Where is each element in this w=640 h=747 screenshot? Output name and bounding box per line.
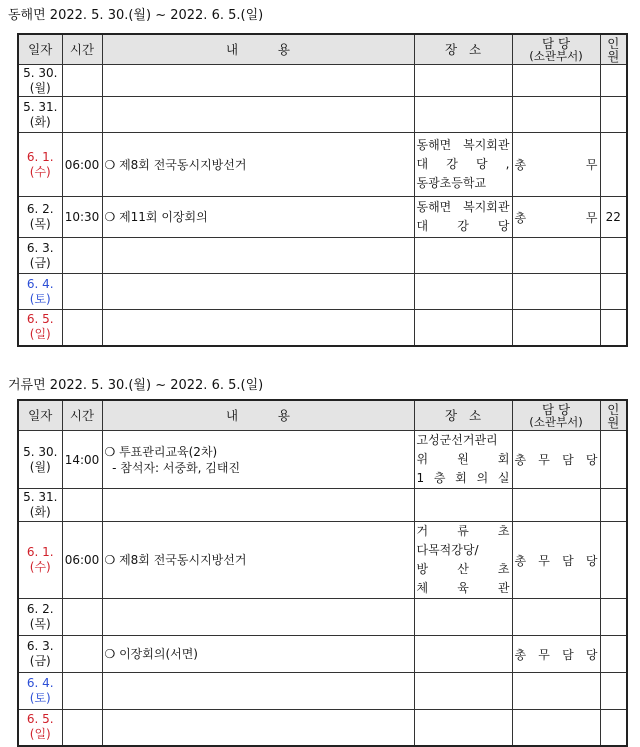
date-line: (수) [29, 560, 51, 574]
manager-cell: 총 무 [512, 133, 600, 197]
place-line: 다목적강당/ [416, 543, 479, 557]
place-cell [414, 133, 512, 197]
content-cell [102, 310, 414, 346]
manager-cell [512, 710, 600, 746]
col-header-time: 시간 [62, 400, 102, 431]
count-cell [600, 65, 627, 97]
manager-cell [512, 97, 600, 133]
table-row [18, 238, 627, 274]
place-cell [414, 238, 512, 274]
date-cell [18, 522, 62, 599]
date-line: 6. 1. [26, 545, 54, 559]
date-line: (화) [29, 505, 51, 519]
table-row [18, 489, 627, 522]
content-cell [102, 636, 414, 673]
time-cell [62, 599, 102, 636]
count-cell [600, 599, 627, 636]
place-line: 방 산 초 [416, 562, 510, 576]
place-cell [414, 197, 512, 238]
content-cell [102, 274, 414, 310]
table-row [18, 710, 627, 746]
content-line: ❍ 투표관리교육(2차) [104, 444, 218, 459]
time-cell: 06:00 [62, 522, 102, 599]
manager-header-top: 담 당 [541, 35, 571, 51]
place-cell [414, 522, 512, 599]
content-cell [102, 197, 414, 238]
col-header-count: 인원 [600, 34, 627, 65]
manager-cell: 총 무 담 당 [512, 431, 600, 489]
date-line: (목) [29, 617, 51, 631]
date-line: 6. 3. [26, 240, 54, 255]
date-line: (화) [29, 114, 51, 129]
place-cell [414, 65, 512, 97]
manager-cell [512, 238, 600, 274]
col-header-time: 시간 [62, 34, 102, 65]
date-line: 6. 5. [26, 312, 54, 327]
date-line: 6. 3. [26, 639, 54, 653]
date-line: (토) [29, 691, 51, 705]
date-cell [18, 599, 62, 636]
date-cell [18, 673, 62, 710]
place-line: 대 강 당 , [416, 157, 510, 171]
table-row [18, 133, 627, 197]
col-header-date: 일자 [18, 400, 62, 431]
time-cell [62, 274, 102, 310]
table-row [18, 636, 627, 673]
manager-cell [512, 599, 600, 636]
table-row [18, 65, 627, 97]
manager-cell: 총 무 담 당 [512, 636, 600, 673]
date-line: 6. 1. [26, 149, 54, 164]
manager-cell: 총 무 [512, 197, 600, 238]
date-line: 6. 2. [26, 602, 54, 616]
date-line: 5. 30. [23, 65, 58, 80]
date-line: (일) [29, 727, 51, 742]
date-line: (토) [29, 291, 51, 306]
date-cell [18, 97, 62, 133]
content-cell [102, 710, 414, 746]
time-cell: 14:00 [62, 431, 102, 489]
content-line: ❍ 이장회의(서면) [104, 647, 198, 661]
date-line: (금) [29, 255, 51, 270]
col-header-content: 내 용 [102, 400, 414, 431]
date-line: 6. 2. [26, 202, 54, 216]
date-line: (수) [29, 164, 51, 179]
place-cell [414, 310, 512, 346]
schedule-table-1 [17, 33, 628, 347]
time-cell [62, 710, 102, 746]
header-row [18, 400, 627, 431]
count-cell [600, 710, 627, 746]
content-cell [102, 133, 414, 197]
date-cell [18, 274, 62, 310]
date-line: 5. 31. [23, 490, 58, 504]
count-cell [600, 489, 627, 522]
time-cell [62, 65, 102, 97]
manager-cell [512, 489, 600, 522]
content-line: - 참석자: 서중화, 김태진 [104, 460, 241, 475]
date-line: (일) [29, 327, 51, 342]
place-line: 동해면 복지회관 [416, 200, 510, 214]
col-header-place: 장 소 [414, 34, 512, 65]
manager-cell: 총 무 담 당 [512, 522, 600, 599]
content-line: ❍ 제8회 전국동시지방선거 [104, 157, 247, 172]
place-line: 대 강 당 [416, 219, 510, 233]
date-cell [18, 636, 62, 673]
place-line: 고성군선거관리 [416, 433, 498, 447]
table-row [18, 673, 627, 710]
count-cell [600, 673, 627, 710]
manager-cell [512, 65, 600, 97]
content-line: ❍ 제8회 전국동시지방선거 [104, 553, 247, 567]
col-header-manager [512, 34, 600, 65]
place-cell [414, 673, 512, 710]
schedule-table-2 [17, 399, 628, 747]
manager-cell [512, 673, 600, 710]
place-cell [414, 599, 512, 636]
date-line: (목) [29, 217, 51, 231]
content-cell [102, 522, 414, 599]
date-line: (월) [29, 80, 51, 95]
content-cell [102, 489, 414, 522]
place-line: 1 층 회 의 실 [416, 471, 510, 485]
date-cell [18, 489, 62, 522]
content-cell [102, 673, 414, 710]
place-line: 체 육 관 [416, 581, 510, 595]
place-line: 거 류 초 [416, 524, 510, 538]
col-header-count: 인원 [600, 400, 627, 431]
count-cell [600, 97, 627, 133]
count-cell: 22 [600, 197, 627, 238]
table-row [18, 310, 627, 346]
date-line: 5. 31. [23, 99, 58, 114]
place-cell [414, 274, 512, 310]
table-row [18, 431, 627, 489]
col-header-manager [512, 400, 600, 431]
content-line: ❍ 제11회 이장회의 [104, 210, 208, 224]
date-cell [18, 133, 62, 197]
date-cell [18, 197, 62, 238]
place-line: 동광초등학교 [416, 176, 487, 190]
date-line: (월) [29, 459, 51, 474]
place-line: 위 원 회 [416, 452, 510, 466]
manager-header-top: 담 당 [541, 401, 571, 417]
count-cell [600, 238, 627, 274]
date-cell [18, 238, 62, 274]
table-row [18, 274, 627, 310]
manager-cell [512, 274, 600, 310]
content-cell [102, 238, 414, 274]
count-cell [600, 133, 627, 197]
count-cell [600, 522, 627, 599]
date-line: 6. 4. [26, 676, 54, 690]
col-header-date: 일자 [18, 34, 62, 65]
count-cell [600, 636, 627, 673]
place-cell [414, 636, 512, 673]
manager-cell [512, 310, 600, 346]
time-cell: 10:30 [62, 197, 102, 238]
time-cell [62, 636, 102, 673]
time-cell: 06:00 [62, 133, 102, 197]
table-row [18, 599, 627, 636]
count-cell [600, 274, 627, 310]
date-line: 6. 4. [26, 276, 54, 291]
time-cell [62, 97, 102, 133]
date-cell [18, 310, 62, 346]
time-cell [62, 238, 102, 274]
date-cell [18, 710, 62, 746]
section-1-title: 동해면 2022. 5. 30.(월) ~ 2022. 6. 5.(일) [8, 8, 264, 23]
place-cell [414, 489, 512, 522]
content-cell [102, 65, 414, 97]
content-cell [102, 97, 414, 133]
content-cell [102, 431, 414, 489]
time-cell [62, 310, 102, 346]
section-2-title: 거류면 2022. 5. 30.(월) ~ 2022. 6. 5.(일) [8, 378, 264, 393]
date-line: 6. 5. [26, 712, 54, 727]
manager-header-bottom: (소관부서) [529, 48, 583, 63]
date-cell [18, 65, 62, 97]
date-cell [18, 431, 62, 489]
place-cell [414, 97, 512, 133]
place-line: 동해면 복지회관 [416, 138, 510, 152]
table-row [18, 522, 627, 599]
header-row [18, 34, 627, 65]
count-cell [600, 310, 627, 346]
table-row [18, 97, 627, 133]
count-cell [600, 431, 627, 489]
col-header-content: 내 용 [102, 34, 414, 65]
time-cell [62, 489, 102, 522]
date-line: 5. 30. [23, 444, 58, 459]
col-header-place: 장 소 [414, 400, 512, 431]
time-cell [62, 673, 102, 710]
date-line: (금) [29, 654, 51, 668]
place-cell [414, 431, 512, 489]
table-row [18, 197, 627, 238]
place-cell [414, 710, 512, 746]
content-cell [102, 599, 414, 636]
manager-header-bottom: (소관부서) [529, 414, 583, 429]
